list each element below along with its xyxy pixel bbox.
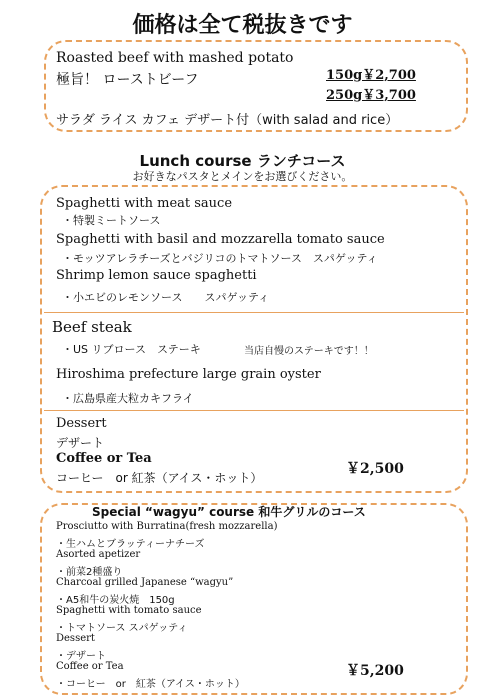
page-title: 価格は全て税抜きです <box>132 13 353 38</box>
beef-steak-jp: ・US リブロース ステーキ <box>62 343 201 356</box>
roast-beef-name-en: Roasted beef with mashed potato <box>56 50 294 66</box>
roast-beef-name-jp: 極旨！ ローストビーフ <box>56 72 199 88</box>
wagyu-line-4: ・前菜2種盛り <box>56 567 123 578</box>
wagyu-course-heading: Special “wagyu” course 和牛グリルのコース <box>92 505 366 519</box>
wagyu-line-7: Spaghetti with tomato sauce <box>56 605 202 616</box>
roast-beef-includes: サラダ ライス カフェ デザート付（with salad and rice） <box>56 113 399 128</box>
beef-steak-en: Beef steak <box>52 318 132 336</box>
price-250g: 250g￥3,700 <box>326 88 416 103</box>
lunch-course-heading: Lunch course ランチコース <box>139 152 346 170</box>
wagyu-line-10: ・デザート <box>56 651 106 662</box>
wagyu-price: ￥5,200 <box>346 663 404 679</box>
lunch-item-3-jp: ・小エビのレモンソース スパゲッティ <box>62 291 270 304</box>
lunch-item-2-en: Spaghetti with basil and mozzarella tomato sauce <box>56 232 385 247</box>
lunch-item-2-jp: ・モッツアレラチーズとバジリコのトマトソース スパゲッティ <box>62 252 378 265</box>
dessert-jp: デザート <box>56 436 105 450</box>
beef-steak-note: 当店自慢のステーキです！！ <box>244 346 374 357</box>
wagyu-line-5: Charcoal grilled Japanese “wagyu” <box>56 577 234 588</box>
lunch-item-1-en: Spaghetti with meat sauce <box>56 196 233 211</box>
wagyu-line-2: ・生ハムとブラッティーナチーズ <box>56 539 205 550</box>
wagyu-line-6: ・A5和牛の炭火焼 150g <box>56 595 175 606</box>
wagyu-line-8: ・トマトソース スパゲッティ <box>56 623 188 634</box>
wagyu-line-9: Dessert <box>56 633 95 644</box>
lunch-price: ￥2,500 <box>346 461 404 477</box>
wagyu-line-11: Coffee or Tea <box>56 661 124 672</box>
wagyu-line-12: ・コーヒー or 紅茶（アイス・ホット） <box>56 679 245 690</box>
lunch-course-subheading: お好きなパスタとメインをお選びください。 <box>132 170 353 183</box>
wagyu-line-3: Asorted apetizer <box>56 549 141 560</box>
section-divider <box>44 410 464 411</box>
section-divider <box>44 312 464 313</box>
coffee-en: Coffee or Tea <box>56 451 152 466</box>
lunch-item-1-jp: ・特製ミートソース <box>62 214 161 227</box>
dessert-en: Dessert <box>56 416 107 431</box>
coffee-jp: コーヒー or 紅茶（アイス・ホット） <box>56 471 263 485</box>
lunch-item-3-en: Shrimp lemon sauce spaghetti <box>56 268 257 283</box>
oyster-jp: ・広島県産大粒カキフライ <box>62 392 194 405</box>
wagyu-line-1: Prosciutto with Burratina(fresh mozzarella) <box>56 521 278 532</box>
price-150g: 150g￥2,700 <box>326 68 416 83</box>
oyster-en: Hiroshima prefecture large grain oyster <box>56 367 321 382</box>
